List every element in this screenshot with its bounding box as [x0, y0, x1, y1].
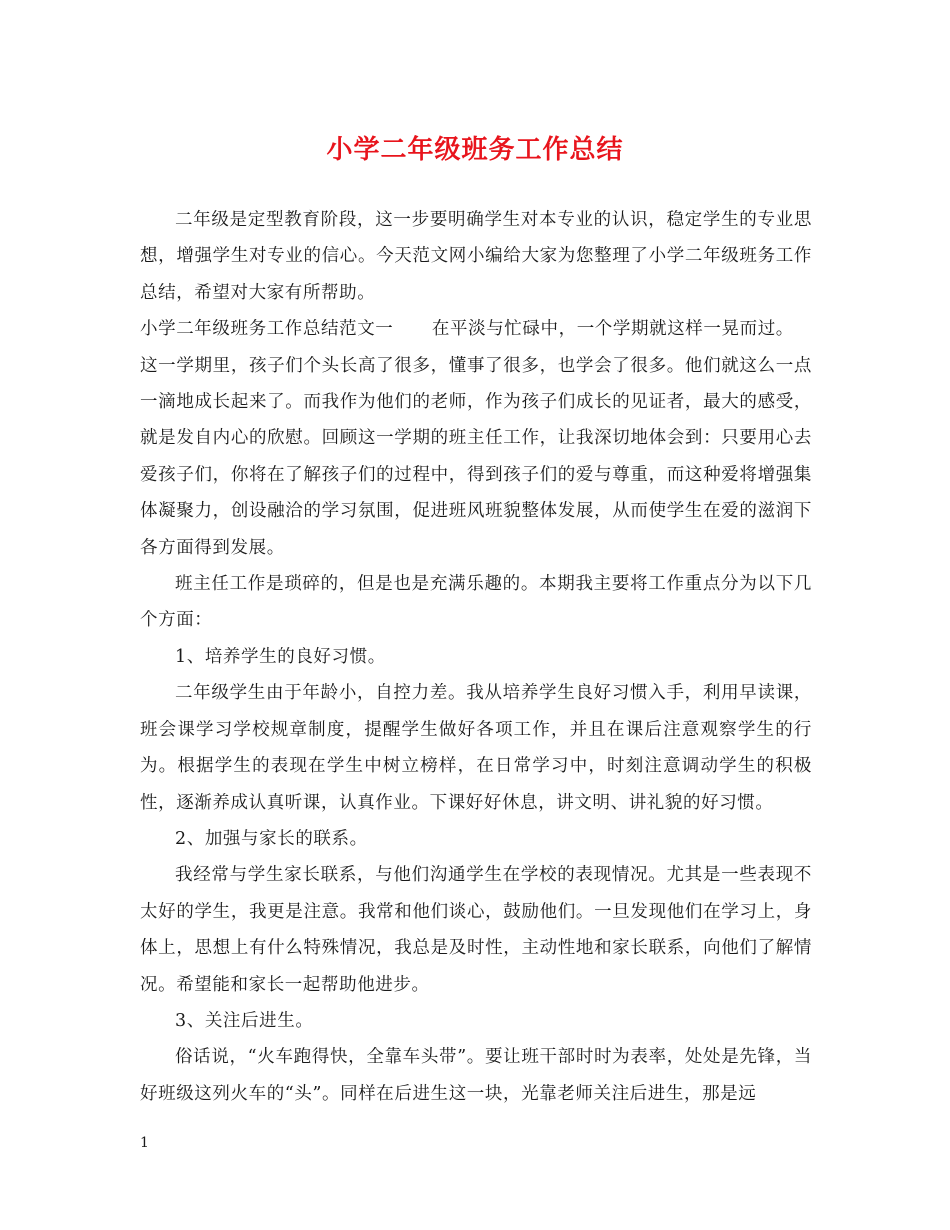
body-paragraph: 班主任工作是琐碎的，但是也是充满乐趣的。本期我主要将工作重点分为以下几个方面：	[140, 574, 812, 631]
document-body	[140, 202, 812, 1112]
page-number: 1	[140, 1135, 149, 1151]
body-paragraph: 二年级学生由于年龄小，自控力差。我从培养学生良好习惯入手，利用早读课，班会课学习学校规章制度，提醒学生做好各项工作，并且在课后注意观察学生的行为。根据学生的表现在学生中树立榜样，在日常学习中，时刻注意调动学生的积极性，逐渐养成认真听课，认真作业。下课好好休息，讲文明、讲礼貌的好习惯。	[140, 683, 812, 813]
numbered-heading: 3、关注后进生。	[175, 1010, 314, 1031]
numbered-heading: 2、加强与家长的联系。	[175, 828, 368, 849]
numbered-heading: 1、培养学生的良好习惯。	[175, 646, 386, 667]
document-title: 小学二年级班务工作总结	[326, 135, 624, 165]
intro-paragraph: 二年级是定型教育阶段，这一步要明确学生对本专业的认识，稳定学生的专业思想，增强学生对专业的信心。今天范文网小编给大家为您整理了小学二年级班务工作总结，希望对大家有所帮助。	[140, 210, 812, 303]
section-lead: 在平淡与忙碌中，一个学期就这样一晃而过。	[431, 319, 794, 340]
body-paragraph: 我经常与学生家长联系，与他们沟通学生在学校的表现情况。尤其是一些表现不太好的学生，我更是注意。我常和他们谈心，鼓励他们。一旦发现他们在学习上，身体上，思想上有什么特殊情况，我总是及时性，主动性地和家长联系，向他们了解情况。希望能和家长一起帮助他进步。	[140, 865, 812, 995]
section-heading-line	[140, 311, 812, 347]
section-heading: 小学二年级班务工作总结范文一	[140, 319, 394, 340]
body-paragraph: 俗话说，“火车跑得快，全靠车头带”。要让班干部时时为表率，处处是先锋，当好班级这列火车的“头”。同样在后进生这一块，光靠老师关注后进生，那是远	[140, 1047, 812, 1104]
body-paragraph: 这一学期里，孩子们个头长高了很多，懂事了很多，也学会了很多。他们就这么一点一滴地成长起来了。而我作为他们的老师，作为孩子们成长的见证者，最大的感受，就是发自内心的欣慰。回顾这一学期的班主任工作，让我深切地体会到：只要用心去爱孩子们，你将在了解孩子们的过程中，得到孩子们的爱与尊重，而这种爱将增强集体凝聚力，创设融洽的学习氛围，促进班风班貌整体发展，从而使学生在爱的滋润下各方面得到发展。	[140, 355, 812, 558]
